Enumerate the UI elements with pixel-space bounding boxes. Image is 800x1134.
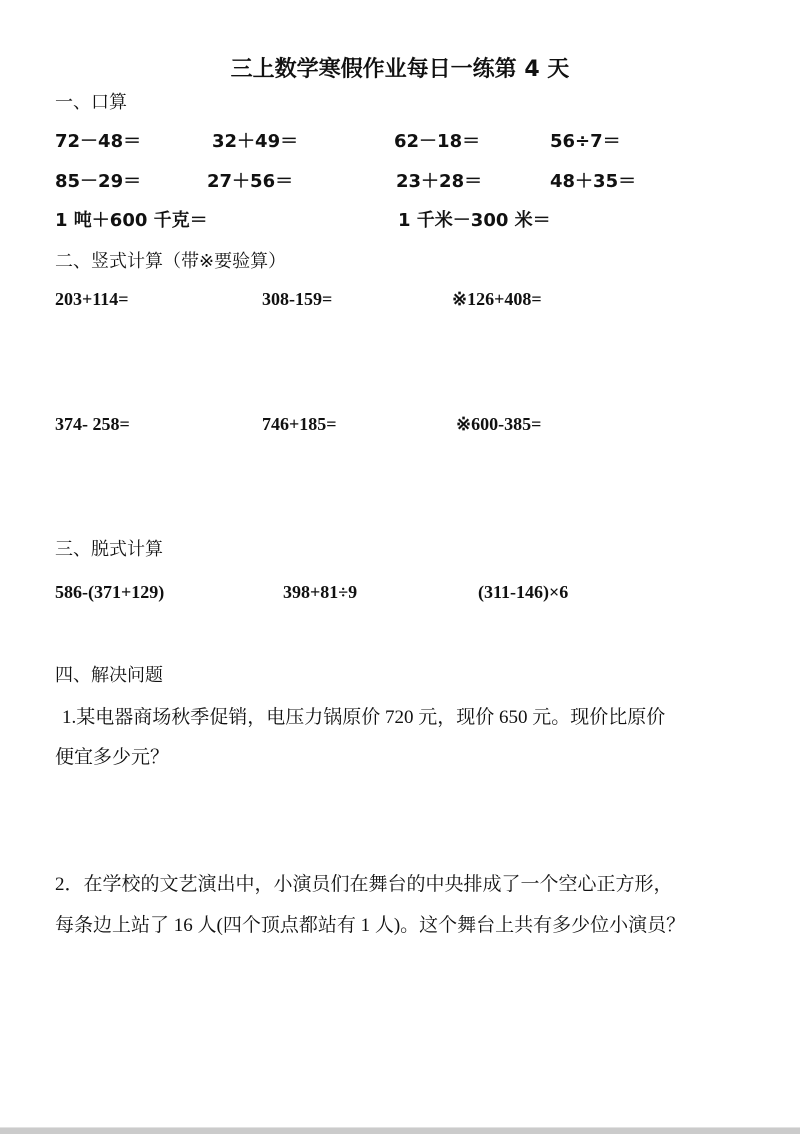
problem: (311-146)×6: [478, 582, 569, 602]
problem: 32＋49＝: [212, 131, 299, 152]
problem: 586-(371+129): [55, 582, 165, 602]
section-heading-word-problems: 四、解决问题: [55, 665, 163, 686]
problem: 1 千米－300 米＝: [398, 210, 551, 231]
word-problem-1-line: 便宜多少元？: [55, 747, 170, 768]
section-heading-stepwise: 三、脱式计算: [55, 539, 163, 560]
problem: 56÷7＝: [550, 131, 621, 152]
problem: 308-159=: [262, 289, 333, 309]
problem: 398+81÷9: [283, 582, 358, 602]
bottom-scroll-edge: [0, 1127, 800, 1134]
problem: 72－48＝: [55, 131, 142, 152]
section-heading-mental-math: 一、口算: [55, 92, 127, 113]
problem: 203+114=: [55, 289, 129, 309]
word-problem-2-line: 2．在学校的文艺演出中，小演员们在舞台的中央排成了一个空心正方形，: [55, 874, 673, 895]
problem: 1 吨＋600 千克＝: [55, 210, 208, 231]
word-problem-2-line: 每条边上站了 16 人(四个顶点都站有 1 人)。这个舞台上共有多少位小演员？: [55, 915, 686, 936]
problem: ※126+408=: [452, 289, 542, 309]
problem: 85－29＝: [55, 171, 142, 192]
page-title: 三上数学寒假作业每日一练第 4 天: [230, 57, 570, 82]
word-problem-1-line: 1.某电器商场秋季促销，电压力锅原价 720 元，现价 650 元。现价比原价: [62, 707, 666, 728]
problem: ※600-385=: [456, 414, 542, 434]
section-heading-vertical: 二、竖式计算（带※要验算）: [55, 251, 287, 272]
problem: 62－18＝: [394, 131, 481, 152]
problem: 374- 258=: [55, 414, 130, 434]
problem: 23＋28＝: [396, 171, 483, 192]
problem: 48＋35＝: [550, 171, 637, 192]
problem: 27＋56＝: [207, 171, 294, 192]
problem: 746+185=: [262, 414, 337, 434]
